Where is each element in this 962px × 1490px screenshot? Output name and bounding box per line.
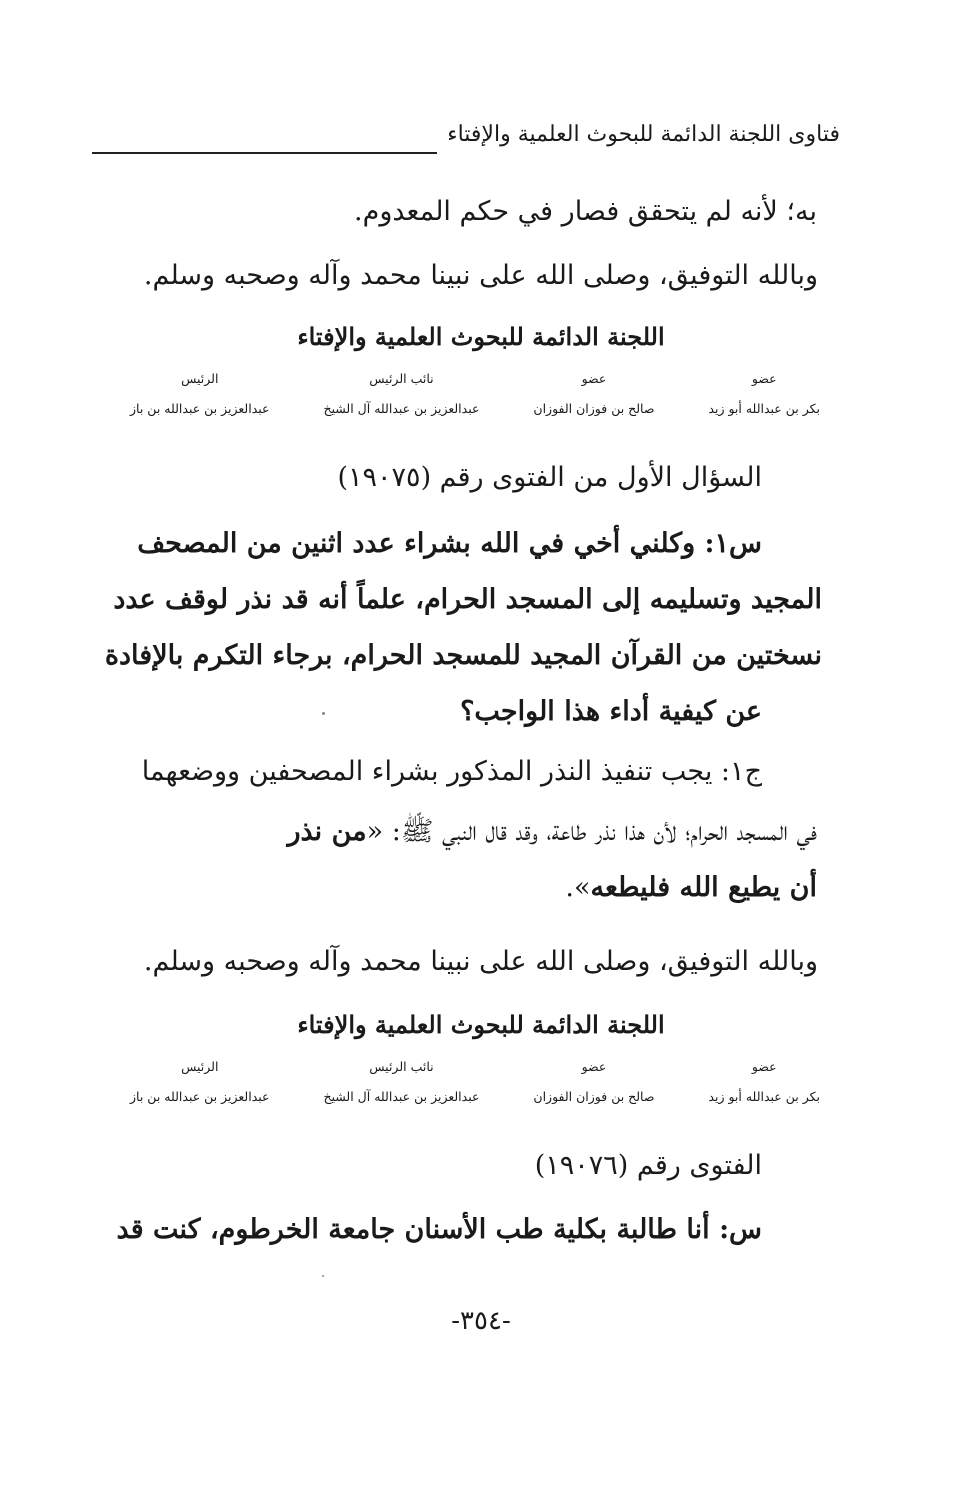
member-role: نائب الرئيس bbox=[369, 371, 434, 386]
member-role: الرئيس bbox=[181, 371, 219, 386]
member-role: عضو bbox=[581, 371, 607, 386]
answer-line-2 bbox=[287, 814, 817, 854]
committee-title-2: اللجنة الدائمة للبحوث العلمية والإفتاء bbox=[297, 1010, 665, 1039]
signature-member-1 bbox=[708, 364, 820, 424]
member-role: عضو bbox=[751, 371, 777, 386]
signature-member-2 bbox=[533, 1052, 654, 1112]
member-name: صالح بن فوزان الفوزان bbox=[533, 1089, 655, 1104]
question-line-3: نسختين من القرآن المجيد للمسجد الحرام، برجاء التكرم بالإفادة bbox=[104, 640, 822, 671]
committee-title-1: اللجنة الدائمة للبحوث العلمية والإفتاء bbox=[297, 322, 665, 351]
member-name: عبدالعزيز بن عبدالله بن باز bbox=[130, 1089, 270, 1104]
member-name: بكر بن عبدالله أبو زيد bbox=[708, 1089, 820, 1104]
member-role: عضو bbox=[581, 1059, 607, 1074]
question-line-1: س١: وكلني أخي في الله بشراء عدد اثنين من المصحف bbox=[137, 528, 762, 559]
signature-member-3 bbox=[323, 1052, 479, 1112]
member-name: بكر بن عبدالله أبو زيد bbox=[708, 401, 820, 416]
signature-block-1 bbox=[130, 364, 820, 424]
answer-line-1: ج١: يجب تنفيذ النذر المذكور بشراء المصحفين ووضعهما bbox=[141, 756, 762, 787]
intro-closing: وبالله التوفيق، وصلى الله على نبينا محمد وآله وصحبه وسلم. bbox=[143, 260, 819, 291]
fatwa-closing-1: وبالله التوفيق، وصلى الله على نبينا محمد وآله وصحبه وسلم. bbox=[143, 946, 819, 977]
hadith-quote-end: أن يطيع الله فليطعه bbox=[590, 872, 817, 903]
signature-member-2 bbox=[533, 364, 654, 424]
answer-line-3 bbox=[565, 872, 817, 903]
quote-close: ». bbox=[565, 872, 591, 903]
hadith-quote-start: من نذر bbox=[287, 816, 367, 847]
answer-text: في المسجد الحرام؛ لأن هذا نذر طاعة، وقد قال النبي ﷺ: « bbox=[366, 816, 817, 847]
question-2-line-1: س: أنا طالبة بكلية طب الأسنان جامعة الخرطوم، كنت قد bbox=[116, 1214, 762, 1245]
member-name: صالح بن فوزان الفوزان bbox=[533, 401, 655, 416]
signature-member-4 bbox=[130, 364, 270, 424]
member-name: عبدالعزيز بن عبدالله آل الشيخ bbox=[323, 1089, 480, 1104]
signature-block-2 bbox=[130, 1052, 820, 1112]
header-rule bbox=[92, 152, 437, 154]
signature-member-3 bbox=[323, 364, 479, 424]
member-name: عبدالعزيز بن عبدالله بن باز bbox=[130, 401, 270, 416]
member-name: عبدالعزيز بن عبدالله آل الشيخ bbox=[323, 401, 480, 416]
scan-speck bbox=[322, 712, 325, 715]
member-role: عضو bbox=[751, 1059, 777, 1074]
member-role: الرئيس bbox=[181, 1059, 219, 1074]
question-line-2: المجيد وتسليمه إلى المسجد الحرام، علماً أنه قد نذر لوقف عدد bbox=[113, 584, 822, 615]
intro-line: به؛ لأنه لم يتحقق فصار في حكم المعدوم. bbox=[354, 196, 817, 227]
scan-speck bbox=[322, 1275, 324, 1277]
page-number: -٣٥٤- bbox=[451, 1306, 511, 1336]
fatwa-heading-2: الفتوى رقم (١٩٠٧٦) bbox=[534, 1150, 762, 1181]
running-header: فتاوى اللجنة الدائمة للبحوث العلمية والإفتاء bbox=[447, 122, 840, 147]
fatwa-heading-1: السؤال الأول من الفتوى رقم (١٩٠٧٥) bbox=[337, 462, 762, 493]
question-line-4: عن كيفية أداء هذا الواجب؟ bbox=[460, 696, 762, 727]
member-role: نائب الرئيس bbox=[369, 1059, 434, 1074]
signature-member-4 bbox=[130, 1052, 270, 1112]
signature-member-1 bbox=[708, 1052, 820, 1112]
